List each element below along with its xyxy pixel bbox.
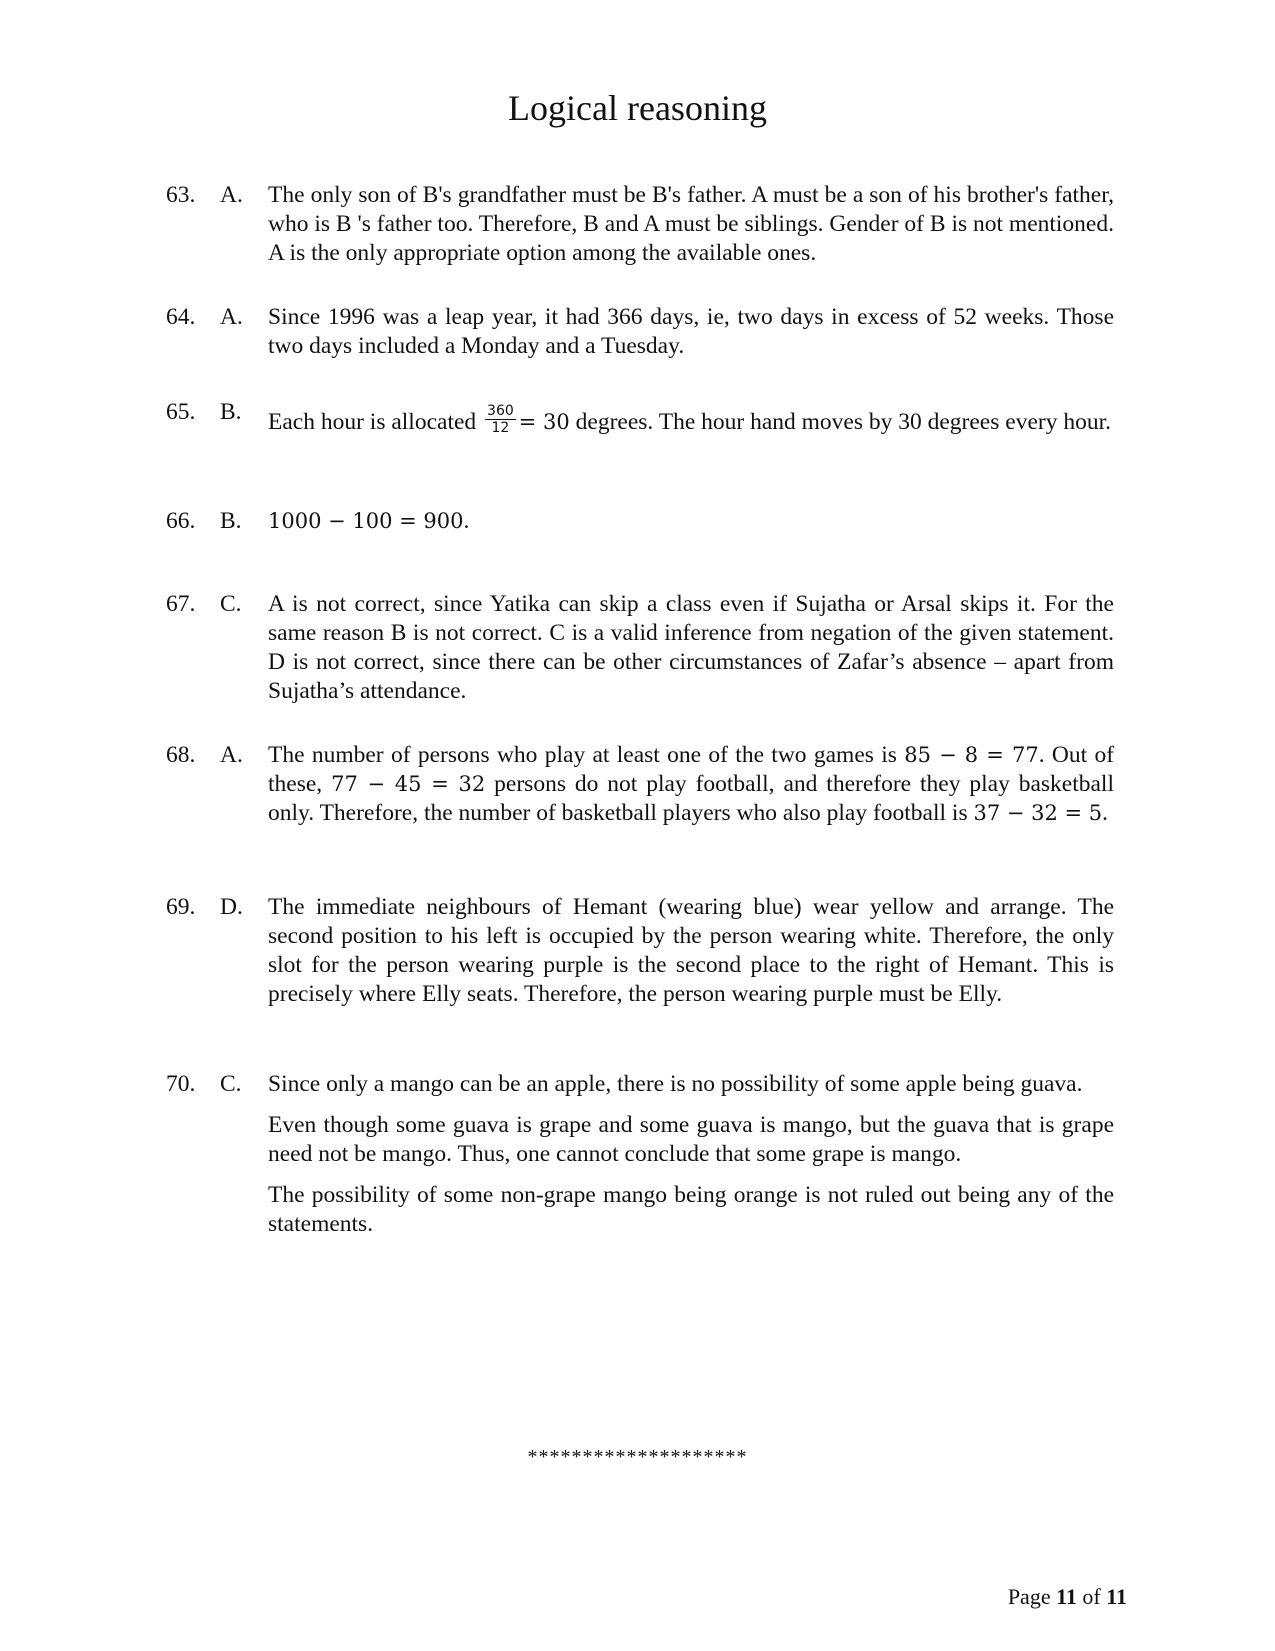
question-number: 64. <box>166 304 196 330</box>
fraction <box>485 403 516 436</box>
answer-option: D. <box>220 894 243 920</box>
question-number: 68. <box>166 742 196 768</box>
fraction-denominator: 12 <box>491 420 510 437</box>
answer-option: A. <box>220 742 243 768</box>
explanation-sentence: Each hour is allocated <box>268 409 477 435</box>
question-number: 70. <box>166 1071 196 1097</box>
explanation-text <box>268 403 1114 440</box>
explanation-sentence: The immediate neighbours of Hemant (wearing blue) wear yellow and arrange. The second position to his left is occupied by the person wearing white. Therefore, the only slot for the person wearing purple is the second place to the right of Hemant. This is precisely where Elly seats. Therefore, the person wearing purple must be Elly. <box>268 894 1114 1007</box>
explanation-text <box>268 893 1114 1009</box>
explanation-sentence: The number of persons who play at least one of the two games is <box>268 742 897 768</box>
question-number: 67. <box>166 591 196 617</box>
math-expression: 37 − 32 = 5 <box>973 801 1103 825</box>
page-label: Page <box>1007 1584 1051 1609</box>
math-expression: 85 − 8 = 77 <box>904 743 1039 767</box>
answer-option: B. <box>220 399 242 425</box>
explanation-text <box>268 741 1114 828</box>
page-of-label: of <box>1082 1584 1101 1609</box>
explanation-text <box>268 1070 1114 1239</box>
answer-option: C. <box>220 591 242 617</box>
answer-option: A. <box>220 182 243 208</box>
question-number: 66. <box>166 508 196 534</box>
explanation-text <box>268 507 1114 536</box>
math-expression: 1000 − 100 = 900 <box>268 509 464 533</box>
math-expression: 77 − 45 = 32 <box>331 772 486 796</box>
explanation-sentence: The only son of B's grandfather must be B's father. A must be a son of his brother's father, who is B 's father too. Therefore, B and A must be siblings. Gender of B is not mentioned. A is the only appropriate option among the available ones. <box>268 182 1114 266</box>
question-number: 63. <box>166 182 196 208</box>
math-expression: = 30 <box>518 410 570 434</box>
section-separator: ******************** <box>527 1446 748 1468</box>
explanation-text <box>268 303 1114 361</box>
answer-option: C. <box>220 1071 242 1097</box>
explanation-sentence: persons do not play football, and therefore they play basketball only. Therefore, the number of basketball players who also play football is <box>268 771 1114 826</box>
explanation-text <box>268 590 1114 706</box>
page-title: Logical reasoning <box>508 88 767 128</box>
explanation-sentence: Since 1996 was a leap year, it had 366 days, ie, two days in excess of 52 weeks. Those two days included a Monday and a Tuesday. <box>268 304 1114 359</box>
question-number: 69. <box>166 894 196 920</box>
answer-option: B. <box>220 508 242 534</box>
page-footer <box>1008 1584 1127 1610</box>
fraction-numerator: 360 <box>487 403 514 420</box>
explanation-sentence: A is not correct, since Yatika can skip a class even if Sujatha or Arsal skips it. For the same reason B is not correct. C is a valid inference from negation of the given statement. D is not correct, since there can be other circumstances of Zafar’s absence – apart from Sujatha’s attendance. <box>268 591 1114 704</box>
question-number: 65. <box>166 399 196 425</box>
explanation-sentence: . Out of these, <box>268 742 1115 797</box>
current-page-number: 11 <box>1056 1584 1077 1609</box>
explanation-paragraph: Since only a mango can be an apple, there is no possibility of some apple being guava. <box>268 1071 1083 1097</box>
answer-option: A. <box>220 304 243 330</box>
explanation-paragraph: The possibility of some non-grape mango being orange is not ruled out being any of the statements. <box>268 1182 1114 1237</box>
total-page-number: 11 <box>1106 1584 1127 1609</box>
explanation-text <box>268 181 1114 268</box>
explanation-sentence: . <box>1102 800 1109 826</box>
explanation-sentence: degrees. The hour hand moves by 30 degrees every hour. <box>575 409 1111 435</box>
explanation-sentence: . <box>463 508 470 534</box>
explanation-paragraph: Even though some guava is grape and some guava is mango, but the guava that is grape need not be mango. Thus, one cannot conclude that some grape is mango. <box>268 1112 1114 1167</box>
